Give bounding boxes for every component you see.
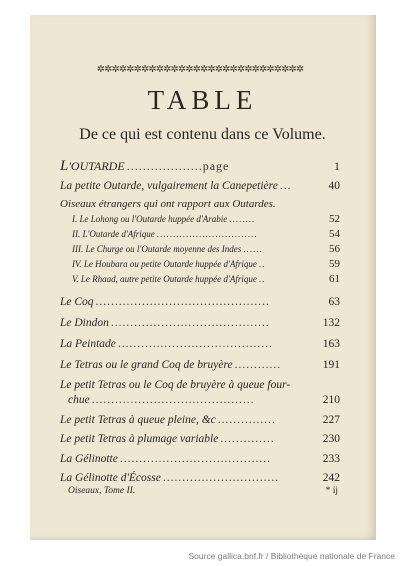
entry-leader: ............ xyxy=(234,359,282,371)
entry-title: La petite Outarde, vulgairement la Canepetière xyxy=(60,180,278,192)
entry-title: Le Coq xyxy=(60,296,94,308)
toc-entry xyxy=(60,413,340,427)
entry-title: I. Le Lohong ou l'Outarde huppée d'Arabie xyxy=(72,214,228,224)
toc-entry xyxy=(60,452,340,466)
entry-leader: ............... xyxy=(217,414,276,426)
entry-leader: ....................................... xyxy=(119,453,271,465)
toc-entry xyxy=(60,295,340,309)
toc-entry xyxy=(68,393,340,407)
entry-page: 40 xyxy=(328,180,340,192)
footer-volume: Oiseaux, Tome II. xyxy=(68,486,136,496)
entry-title: Le petit Tetras ou le Coq de bruyère à queue four- xyxy=(60,379,291,391)
entry-page: 63 xyxy=(328,296,340,308)
ornament-band: ✲✲✲✲✲✲✲✲✲✲✲✲✲✲✲✲✲✲✲✲✲✲✲✲✲✲✲✲ xyxy=(96,65,304,75)
page-subtitle: De ce qui est contenu dans ce Volume. xyxy=(79,126,326,143)
toc-entry xyxy=(60,337,340,351)
entry-title: Le Tetras ou le grand Coq de bruyère xyxy=(60,359,233,371)
toc-entry xyxy=(60,159,340,173)
entry-page: 61 xyxy=(329,273,340,285)
toc-entry xyxy=(60,316,340,330)
entry-title: La Gélinotte d'Écosse xyxy=(60,472,161,484)
entry-page: 54 xyxy=(329,228,340,240)
entry-title: III. Le Churge ou l'Outarde moyenne des Indes xyxy=(72,244,242,254)
entry-leader: ........................................ xyxy=(117,338,273,350)
entry-page: 56 xyxy=(329,243,340,255)
entry-leader: ...... xyxy=(243,244,263,254)
toc-entry xyxy=(72,227,340,241)
entry-page: 52 xyxy=(329,213,340,225)
source-credit: Source gallica.bnf.fr / Bibliothèque nationale de France xyxy=(188,551,395,561)
entry-title: Oiseaux étrangers qui ont rapport aux Outardes. xyxy=(60,198,276,210)
entry-leader: ........ xyxy=(229,214,256,224)
entry-leader: ...................page xyxy=(126,159,230,173)
entry-page: 59 xyxy=(329,258,340,270)
entry-title: 'OUTARDE xyxy=(68,159,125,173)
entry-leader: .............................. xyxy=(162,472,280,484)
entry-page: 191 xyxy=(322,359,340,371)
toc-entry xyxy=(60,471,340,485)
entry-page: 1 xyxy=(334,159,340,173)
entry-page: 227 xyxy=(322,414,340,426)
toc-entry xyxy=(60,378,340,392)
entry-page: 163 xyxy=(322,338,340,350)
entry-page: 242 xyxy=(322,472,340,484)
entry-title: Le petit Tetras à plumage variable xyxy=(60,433,219,445)
entry-leader: .............. xyxy=(220,433,275,445)
entry-leader: ... xyxy=(279,180,292,192)
entry-leader: ............................................. xyxy=(95,296,270,308)
page-title: TABLE xyxy=(147,85,258,115)
entry-leader: .......................................... xyxy=(91,394,255,406)
toc-entry xyxy=(60,432,340,446)
toc-entry xyxy=(60,197,340,211)
entry-page: 230 xyxy=(322,433,340,445)
entry-title: Le petit Tetras à queue pleine, &c xyxy=(60,414,216,426)
entry-title: chue xyxy=(68,394,90,406)
toc-entry xyxy=(72,242,340,256)
toc-entry xyxy=(60,179,340,193)
page-footer xyxy=(68,486,338,496)
entry-title: Le Dindon xyxy=(60,317,109,329)
entry-page: 210 xyxy=(322,394,340,406)
book-page xyxy=(30,15,376,540)
entry-leader: .. xyxy=(258,259,266,269)
entry-title: La Gélinotte xyxy=(60,453,118,465)
toc-entries xyxy=(30,15,375,540)
entry-page: 233 xyxy=(322,453,340,465)
entry-leader: ......................................... xyxy=(110,317,270,329)
entry-title: La Peintade xyxy=(60,338,116,350)
drop-cap: L xyxy=(60,159,69,173)
entry-page: 132 xyxy=(322,317,340,329)
entry-leader: .. xyxy=(258,274,266,284)
entry-title: IV. Le Houbara ou petite Outarde huppée d'Afrique xyxy=(72,259,257,269)
footer-signature: * ij xyxy=(325,486,338,496)
entry-leader: ............................... xyxy=(156,229,258,239)
entry-title: II. L'Outarde d'Afrique xyxy=(72,229,155,239)
entry-title: V. Le Rhaad, autre petite Outarde huppée d'Afrique xyxy=(72,274,257,284)
toc-entry xyxy=(72,212,340,226)
toc-entry xyxy=(72,257,340,271)
toc-entry xyxy=(60,358,340,372)
toc-entry xyxy=(72,272,340,286)
